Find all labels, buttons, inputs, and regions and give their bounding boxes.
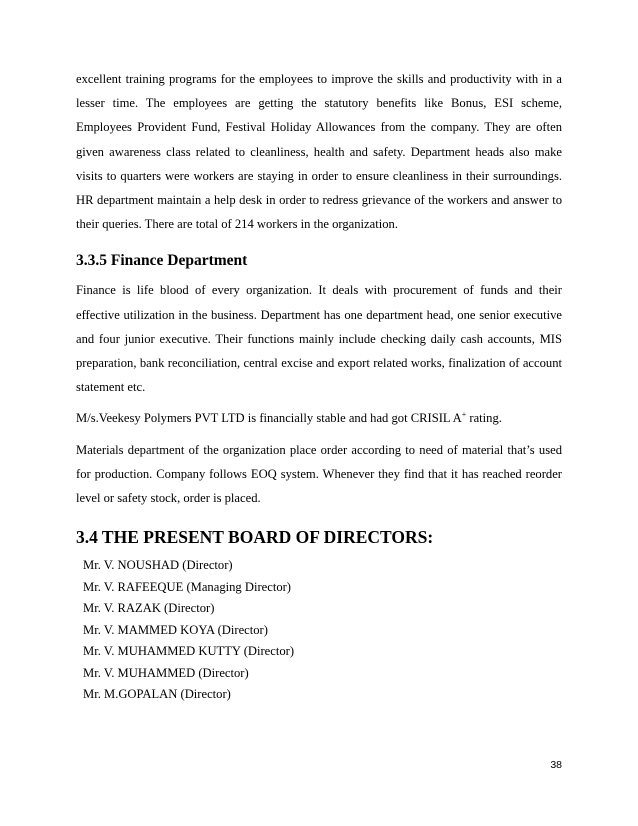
director-item: Mr. V. MAMMED KOYA (Director) xyxy=(83,622,268,637)
director-item: Mr. V. MUHAMMED KUTTY (Director) xyxy=(83,644,295,659)
director-item: Mr. V. RAZAK (Director) xyxy=(83,601,215,616)
board-of-directors-heading: 3.4 THE PRESENT BOARD OF DIRECTORS: xyxy=(76,527,434,548)
director-item: Mr. V. NOUSHAD (Director) xyxy=(83,558,233,573)
materials-paragraph: Materials department of the organization place order according to need of material that’s used for production. Company follows EOQ system. Whenever they find that it has reached reorder level or safety stock, order is placed. xyxy=(76,442,562,506)
finance-paragraph: Finance is life blood of every organization. It deals with procurement of funds and their effective utilization in the business. Department has one department head, one senior executive and four junior executive. Their functions mainly include checking daily cash accounts, MIS preparation, bank reconciliation, central excise and export related works, finalization of account statement etc. xyxy=(76,283,562,395)
crisil-rating-paragraph xyxy=(76,406,562,430)
crisil-rating-superscript: + xyxy=(461,410,467,420)
directors-list xyxy=(76,555,562,706)
director-item: Mr. V. MUHAMMED (Director) xyxy=(83,665,249,680)
hr-paragraph-continued: excellent training programs for the employees to improve the skills and productivity with in a lesser time. The employees are getting the statutory benefits like Bonus, ESI scheme, Employees Provident Fund, Festival Holiday Allowances from the company. They are often given awareness class related to cleanliness, health and safety. Department heads also make visits to quarters were workers are staying in order to ensure cleanliness in their surroundings. HR department maintain a help desk in order to redress grievance of the workers and answer to their queries. There are total of 214 workers in the organization. xyxy=(76,72,562,232)
finance-department-heading: 3.3.5 Finance Department xyxy=(76,252,248,270)
director-item: Mr. M.GOPALAN (Director) xyxy=(83,687,231,702)
crisil-text: M/s.Veekesy Polymers PVT LTD is financially stable and had got CRISIL A xyxy=(76,411,462,426)
crisil-text-suffix: rating. xyxy=(466,411,502,426)
page-number: 38 xyxy=(550,759,562,771)
director-item: Mr. V. RAFEEQUE (Managing Director) xyxy=(83,579,292,594)
